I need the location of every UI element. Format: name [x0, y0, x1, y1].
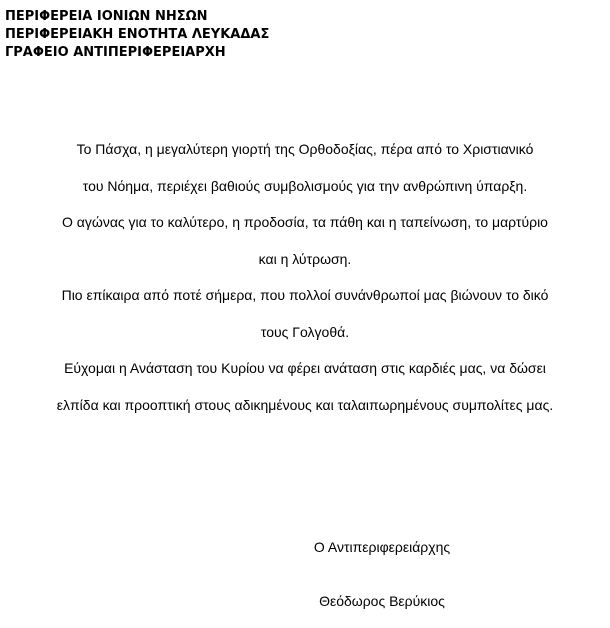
body-line: και η λύτρωση.	[258, 250, 352, 267]
letterhead-regional-unit: ΠΕΡΙΦΕΡΕΙΑΚΗ ΕΝΟΤΗΤΑ ΛΕΥΚΑΔΑΣ	[5, 27, 270, 42]
body-line: του Νόημα, περιέχει βαθιούς συμβολισμούς για την ανθρώπινη ύπαρξη.	[82, 177, 528, 194]
signature-title: Ο Αντιπεριφερειάρχης	[313, 539, 451, 555]
body-line: τους Γολγοθά.	[260, 323, 350, 340]
signature-block	[282, 520, 482, 628]
message-body	[0, 131, 610, 423]
letterhead-office: ΓΡΑΦΕΙΟ ΑΝΤΙΠΕΡΙΦΕΡΕΙΑΡΧΗ	[5, 45, 226, 60]
letterhead-region: ΠΕΡΙΦΕΡΕΙΑ ΙΟΝΙΩΝ ΝΗΣΩΝ	[5, 9, 208, 24]
body-line: Πιο επίκαιρα από ποτέ σήμερα, που πολλοί συνάνθρωποί μας βιώνουν το δικό	[61, 287, 549, 303]
letterhead	[5, 8, 269, 62]
signature-name: Θεόδωρος Βερύκιος	[319, 593, 445, 609]
body-line: Ο αγώνας για το καλύτερο, η προδοσία, τα πάθη και η ταπείνωση, το μαρτύριο	[62, 214, 548, 230]
body-line: ελπίδα και προοπτική στους αδικημένους και ταλαιπωρημένους συμπολίτες μας.	[56, 396, 554, 413]
body-line: Το Πάσχα, η μεγαλύτερη γιορτή της Ορθοδοξίας, πέρα από το Χριστιανικό	[76, 141, 534, 157]
body-line: Εύχομαι η Ανάσταση του Κυρίου να φέρει ανάταση στις καρδιές μας, να δώσει	[64, 360, 546, 376]
